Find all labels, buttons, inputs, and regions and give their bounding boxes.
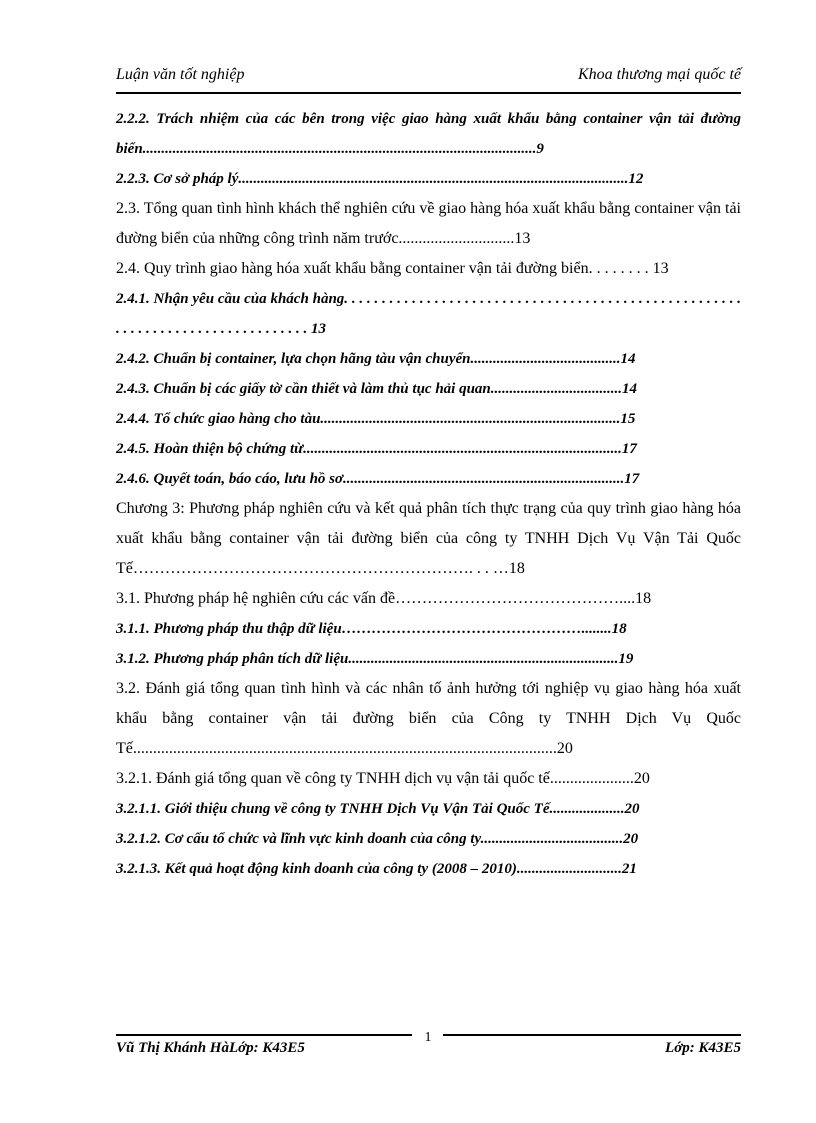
page-header [116, 66, 741, 94]
toc-entry-2-4-6: 2.4.6. Quyết toán, báo cáo, lưu hồ sơ...........................................................................17 [116, 471, 640, 487]
toc-entry-2-4-4: 2.4.4. Tổ chức giao hàng cho tàu................................................................................15 [116, 411, 636, 427]
footer-rule-left [116, 1034, 412, 1036]
toc-entry-2-4-1: 2.4.1. Nhận yêu cầu của khách hàng. . . . . . . . . . . . . . . . . . . . . . . . . . . . . . . . . . . . . . . . . . . . . . . . . . . . . . . . . . . . . . . . . . . . . . . . . . . . . . . 13 [116, 291, 741, 337]
toc-entry-3-2-1-1: 3.2.1.1. Giới thiệu chung về công ty TNHH Dịch Vụ Vận Tải Quốc Tế....................20 [116, 801, 640, 817]
toc-entry-2-4-3: 2.4.3. Chuẩn bị các giấy tờ cần thiết và làm thủ tục hải quan...................................14 [116, 381, 638, 397]
toc-entry-3-1-2: 3.1.2. Phương pháp phân tích dữ liệu........................................................................19 [116, 651, 634, 667]
footer-rule-right [443, 1034, 741, 1036]
toc-entry-2-2-2: 2.2.2. Trách nhiệm của các bên trong việc giao hàng xuất khẩu bằng container vận tải đường biển.........................................................................................................9 [116, 111, 741, 157]
toc-entry-2-4-5: 2.4.5. Hoàn thiện bộ chứng từ.....................................................................................17 [116, 441, 637, 457]
toc-entry-2-3: 2.3. Tổng quan tình hình khách thể nghiên cứu về giao hàng hóa xuất khẩu bằng container vận tải đường biển của những công trình năm trước.............................13 [116, 200, 741, 247]
toc-entry-2-2-3: 2.2.3. Cơ sở pháp lý........................................................................................................12 [116, 171, 644, 187]
footer-author: Vũ Thị Khánh HàLớp: K43E5 [116, 1040, 305, 1056]
header-thesis-label: Luận văn tốt nghiệp [116, 66, 245, 83]
footer-class: Lớp: K43E5 [665, 1040, 741, 1056]
header-faculty-label: Khoa thương mại quốc tế [577, 66, 741, 83]
page-footer [116, 1026, 741, 1066]
toc-entry-2-4-2: 2.4.2. Chuẩn bị container, lựa chọn hãng tàu vận chuyển........................................14 [116, 351, 636, 367]
header-rule [116, 92, 741, 94]
page-number: 1 [424, 1030, 432, 1045]
toc-entry-3-1-1: 3.1.1. Phương pháp thu thập dữ liệu…………………………………………........18 [116, 621, 627, 637]
toc-entry-3-2-1-2: 3.2.1.2. Cơ cấu tổ chức và lĩnh vực kinh doanh của công ty......................................20 [116, 831, 639, 847]
toc-entry-3-2-1-3: 3.2.1.3. Kết quả hoạt động kinh doanh của công ty (2008 – 2010)............................21 [116, 861, 637, 877]
toc-entry-chapter-3: Chương 3: Phương pháp nghiên cứu và kết quả phân tích thực trạng của quy trình giao hàng hóa xuất khẩu bằng container vận tải đường biển của công ty TNHH Dịch Vụ Vận Tải Quốc Tế………………………………………………………. . . …18 [116, 500, 741, 577]
table-of-contents [116, 104, 741, 884]
toc-entry-3-1: 3.1. Phương pháp hệ nghiên cứu các vấn đề……………………………………....18 [116, 590, 652, 607]
toc-entry-3-2-1: 3.2.1. Đánh giá tổng quan về công ty TNHH dịch vụ vận tải quốc tế.....................20 [116, 770, 650, 787]
toc-entry-2-4: 2.4. Quy trình giao hàng hóa xuất khẩu bằng container vận tải đường biển. . . . . . . . 13 [116, 260, 669, 277]
toc-entry-3-2: 3.2. Đánh giá tổng quan tình hình và các nhân tố ảnh hưởng tới nghiệp vụ giao hàng hóa xuất khẩu bằng container vận tải đường biển của Công ty TNHH Dịch Vụ Quốc Tế..........................................................................................................20 [116, 680, 741, 757]
